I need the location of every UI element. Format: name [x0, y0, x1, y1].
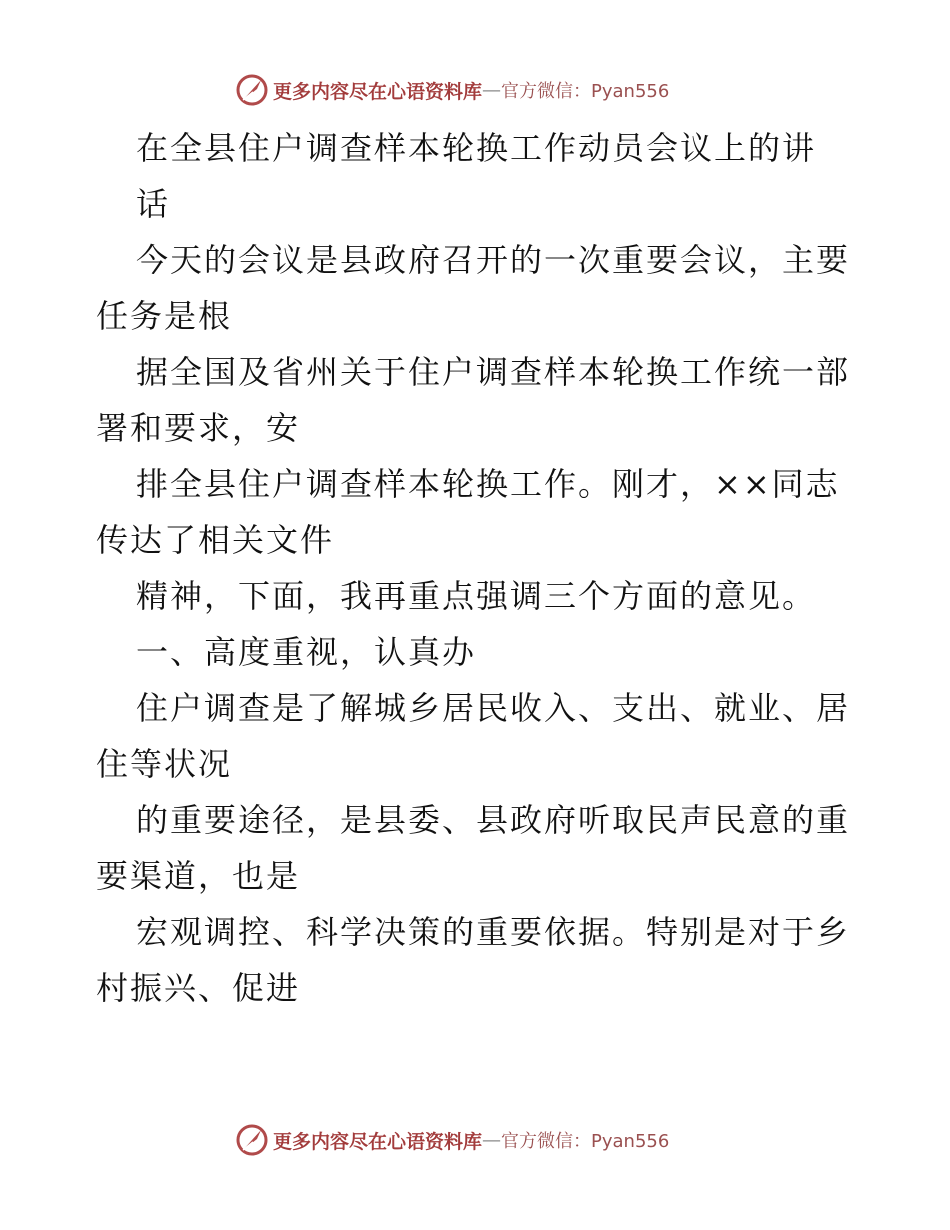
text-line: 任务是根	[96, 297, 233, 335]
banner-dash: —	[482, 1129, 502, 1151]
text-line: 话	[136, 185, 171, 223]
quill-pen-circle-icon	[235, 73, 269, 107]
banner-site-text: 更多内容尽在心语资料库	[273, 1130, 483, 1153]
text-line: 的重要途径，是县委、县政府听取民声民意的重	[136, 801, 851, 839]
text-line: 宏观调控、科学决策的重要依据。特别是对于乡	[136, 913, 851, 951]
text-line: 据全国及省州关于住户调查样本轮换工作统一部	[136, 353, 851, 391]
speech-body	[96, 120, 856, 1016]
banner-dash: —	[482, 79, 502, 101]
text-line: 要渠道，也是	[96, 857, 301, 895]
text-line: 今天的会议是县政府召开的一次重要会议，主要	[136, 241, 851, 279]
text-line: 一、高度重视，认真办	[136, 633, 477, 671]
text-line: 住户调查是了解城乡居民收入、支出、就业、居	[136, 689, 851, 727]
text-line: 传达了相关文件	[96, 521, 335, 559]
text-line: 精神，下面，我再重点强调三个方面的意见。	[136, 577, 817, 615]
text-line: 村振兴、促进	[96, 969, 301, 1007]
text-line: 排全县住户调查样本轮换工作。刚才，××同志	[136, 465, 840, 503]
header-banner	[235, 72, 715, 108]
banner-wechat-text: 官方微信：Pyan556	[501, 81, 670, 102]
banner-wechat-text: 官方微信：Pyan556	[501, 1131, 670, 1152]
text-line: 住等状况	[96, 745, 233, 783]
text-line: 署和要求，安	[96, 409, 301, 447]
text-line: 在全县住户调查样本轮换工作动员会议上的讲	[136, 129, 817, 167]
quill-pen-circle-icon	[235, 1123, 269, 1157]
footer-banner	[235, 1122, 715, 1158]
banner-site-text: 更多内容尽在心语资料库	[273, 80, 483, 103]
